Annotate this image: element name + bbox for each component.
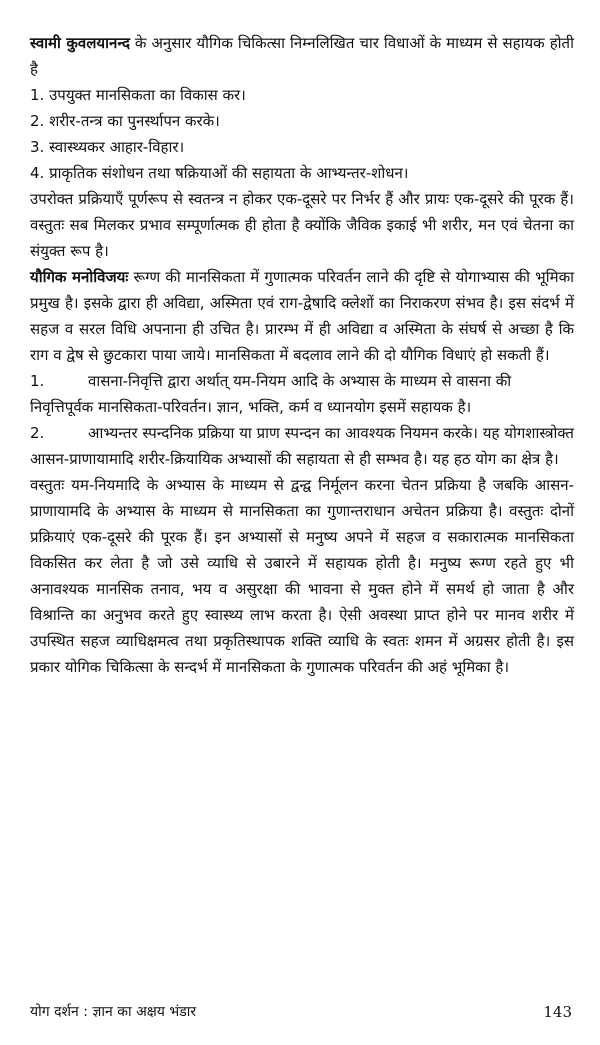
way-continuation-1: निवृत्तिपूर्वक मानसिकता-परिवर्तन। ज्ञान, भक्ति, कर्म व ध्यानयोग इसमें सहायक है। bbox=[30, 398, 472, 416]
psychology-bold-label: यौगिक मनोविजयः bbox=[30, 268, 129, 286]
book-title: योग दर्शन : ज्ञान का अक्षय भंडार bbox=[30, 1004, 197, 1020]
method-item-1: 1. उपयुक्त मानसिकता का विकास कर। bbox=[30, 86, 246, 104]
page-number: 143 bbox=[543, 1003, 572, 1021]
intro-paragraph bbox=[30, 30, 574, 82]
way-text-1: वासना-निवृत्ति द्वारा अर्थात् यम-नियम आदि के अभ्यास के माध्यम से वासना की bbox=[88, 372, 512, 390]
conclusion-paragraph: वस्तुतः यम-नियमादि के अभ्यास के माध्यम से द्वन्द्व निर्मूलन करना चेतन प्रक्रिया है जबकि आसन-प्राणायामदि के अभ्यास के माध्यम से मानसिकता का गुणान्तराधान अचेतन प्रक्रिया है। वस्तुतः दोनों प्रक्रियाएं एक-दूसरे की पूरक हैं। इन अभ्यासों से मनुष्य अपने में सहज व सकारात्मक मानसिकता विकसित कर लेता है जो उसे व्याधि से उबारने में सहायक होती है। मनुष्य रूग्ण रहते हुए भी अनावश्यक मानसिक तनाव, भय व असुरक्षा की भावना से मुक्त होने में समर्थ हो जाता है और विश्रान्ति का अनुभव करते हुए स्वास्थ्य लाभ करता है। ऐसी अवस्था प्राप्त होने पर मानव शरीर में उपस्थित सहज व्याधिक्षमत्व तथा प्रकृतिस्थापक शक्ति व्याधि के स्वतः शमन में अग्रसर होती है। इस प्रकार योगिक चिकित्सा के सन्दर्भ में मानसिकता के गुणात्मक परिवर्तन की अहं भूमिका है। bbox=[30, 476, 574, 676]
method-item-2: 2. शरीर-तन्त्र का पुनर्स्थापन करके। bbox=[30, 112, 220, 130]
way-number-2: 2. bbox=[30, 424, 45, 442]
method-item-4: 4. प्राकृतिक संशोधन तथा षक्रियाओं की सहायता के आभ्यन्तर-शोधन। bbox=[30, 164, 409, 182]
psychology-text: रूग्ण की मानसिकता में गुणात्मक परिवर्तन लाने की दृष्टि से योगाभ्यास की भूमिका प्रमुख है। इसके द्वारा ही अविद्या, अस्मिता एवं राग-द्वेषादि क्लेशों का निराकरण संभव है। इस संदर्भ में सहज व सरल विधि अपनाना ही उचित है। प्रारम्भ में ही अविद्या व अस्मिता के संघर्ष से अच्छा है कि राग व द्वेष से छुटकारा पाया जाये। मानसिकता में बदलाव लाने की दो यौगिक विधाएं हो सकती हैं। bbox=[30, 268, 574, 364]
method-item-3: 3. स्वास्थ्यकर आहार-विहार। bbox=[30, 138, 185, 156]
way-text-2: आभ्यन्तर स्पन्दनिक प्रक्रिया या प्राण स्पन्दन का आवश्यक नियमन करके। यह योगशास्त्रोक्त आसन-प्राणायामादि शरीर-क्रियायिक अभ्यासों की सहायता से ही सम्भव है। यह हठ योग का क्षेत्र है। bbox=[30, 424, 574, 468]
intro-bold-name: स्वामी कुवलयानन्द bbox=[30, 34, 130, 52]
summary-paragraph: उपरोक्त प्रक्रियाएँ पूर्णरूप से स्वतन्त्र न होकर एक-दूसरे पर निर्भर हैं और प्रायः एक-दूसरे की पूरक हैं। वस्तुतः सब मिलकर प्रभाव सम्पूर्णात्मक ही होता है क्योंकि जैविक इकाई भी शरीर, मन एवं चेतना का संयुक्त रूप है। bbox=[30, 190, 574, 260]
page-body bbox=[30, 30, 574, 680]
way-number-1: 1. bbox=[30, 372, 45, 390]
way-item-2 bbox=[30, 420, 574, 472]
intro-text: के अनुसार यौगिक चिकित्सा निम्नलिखित चार विधाओं के माध्यम से सहायक होती है bbox=[30, 34, 574, 78]
psychology-paragraph bbox=[30, 264, 574, 368]
way-item-1 bbox=[30, 368, 574, 394]
